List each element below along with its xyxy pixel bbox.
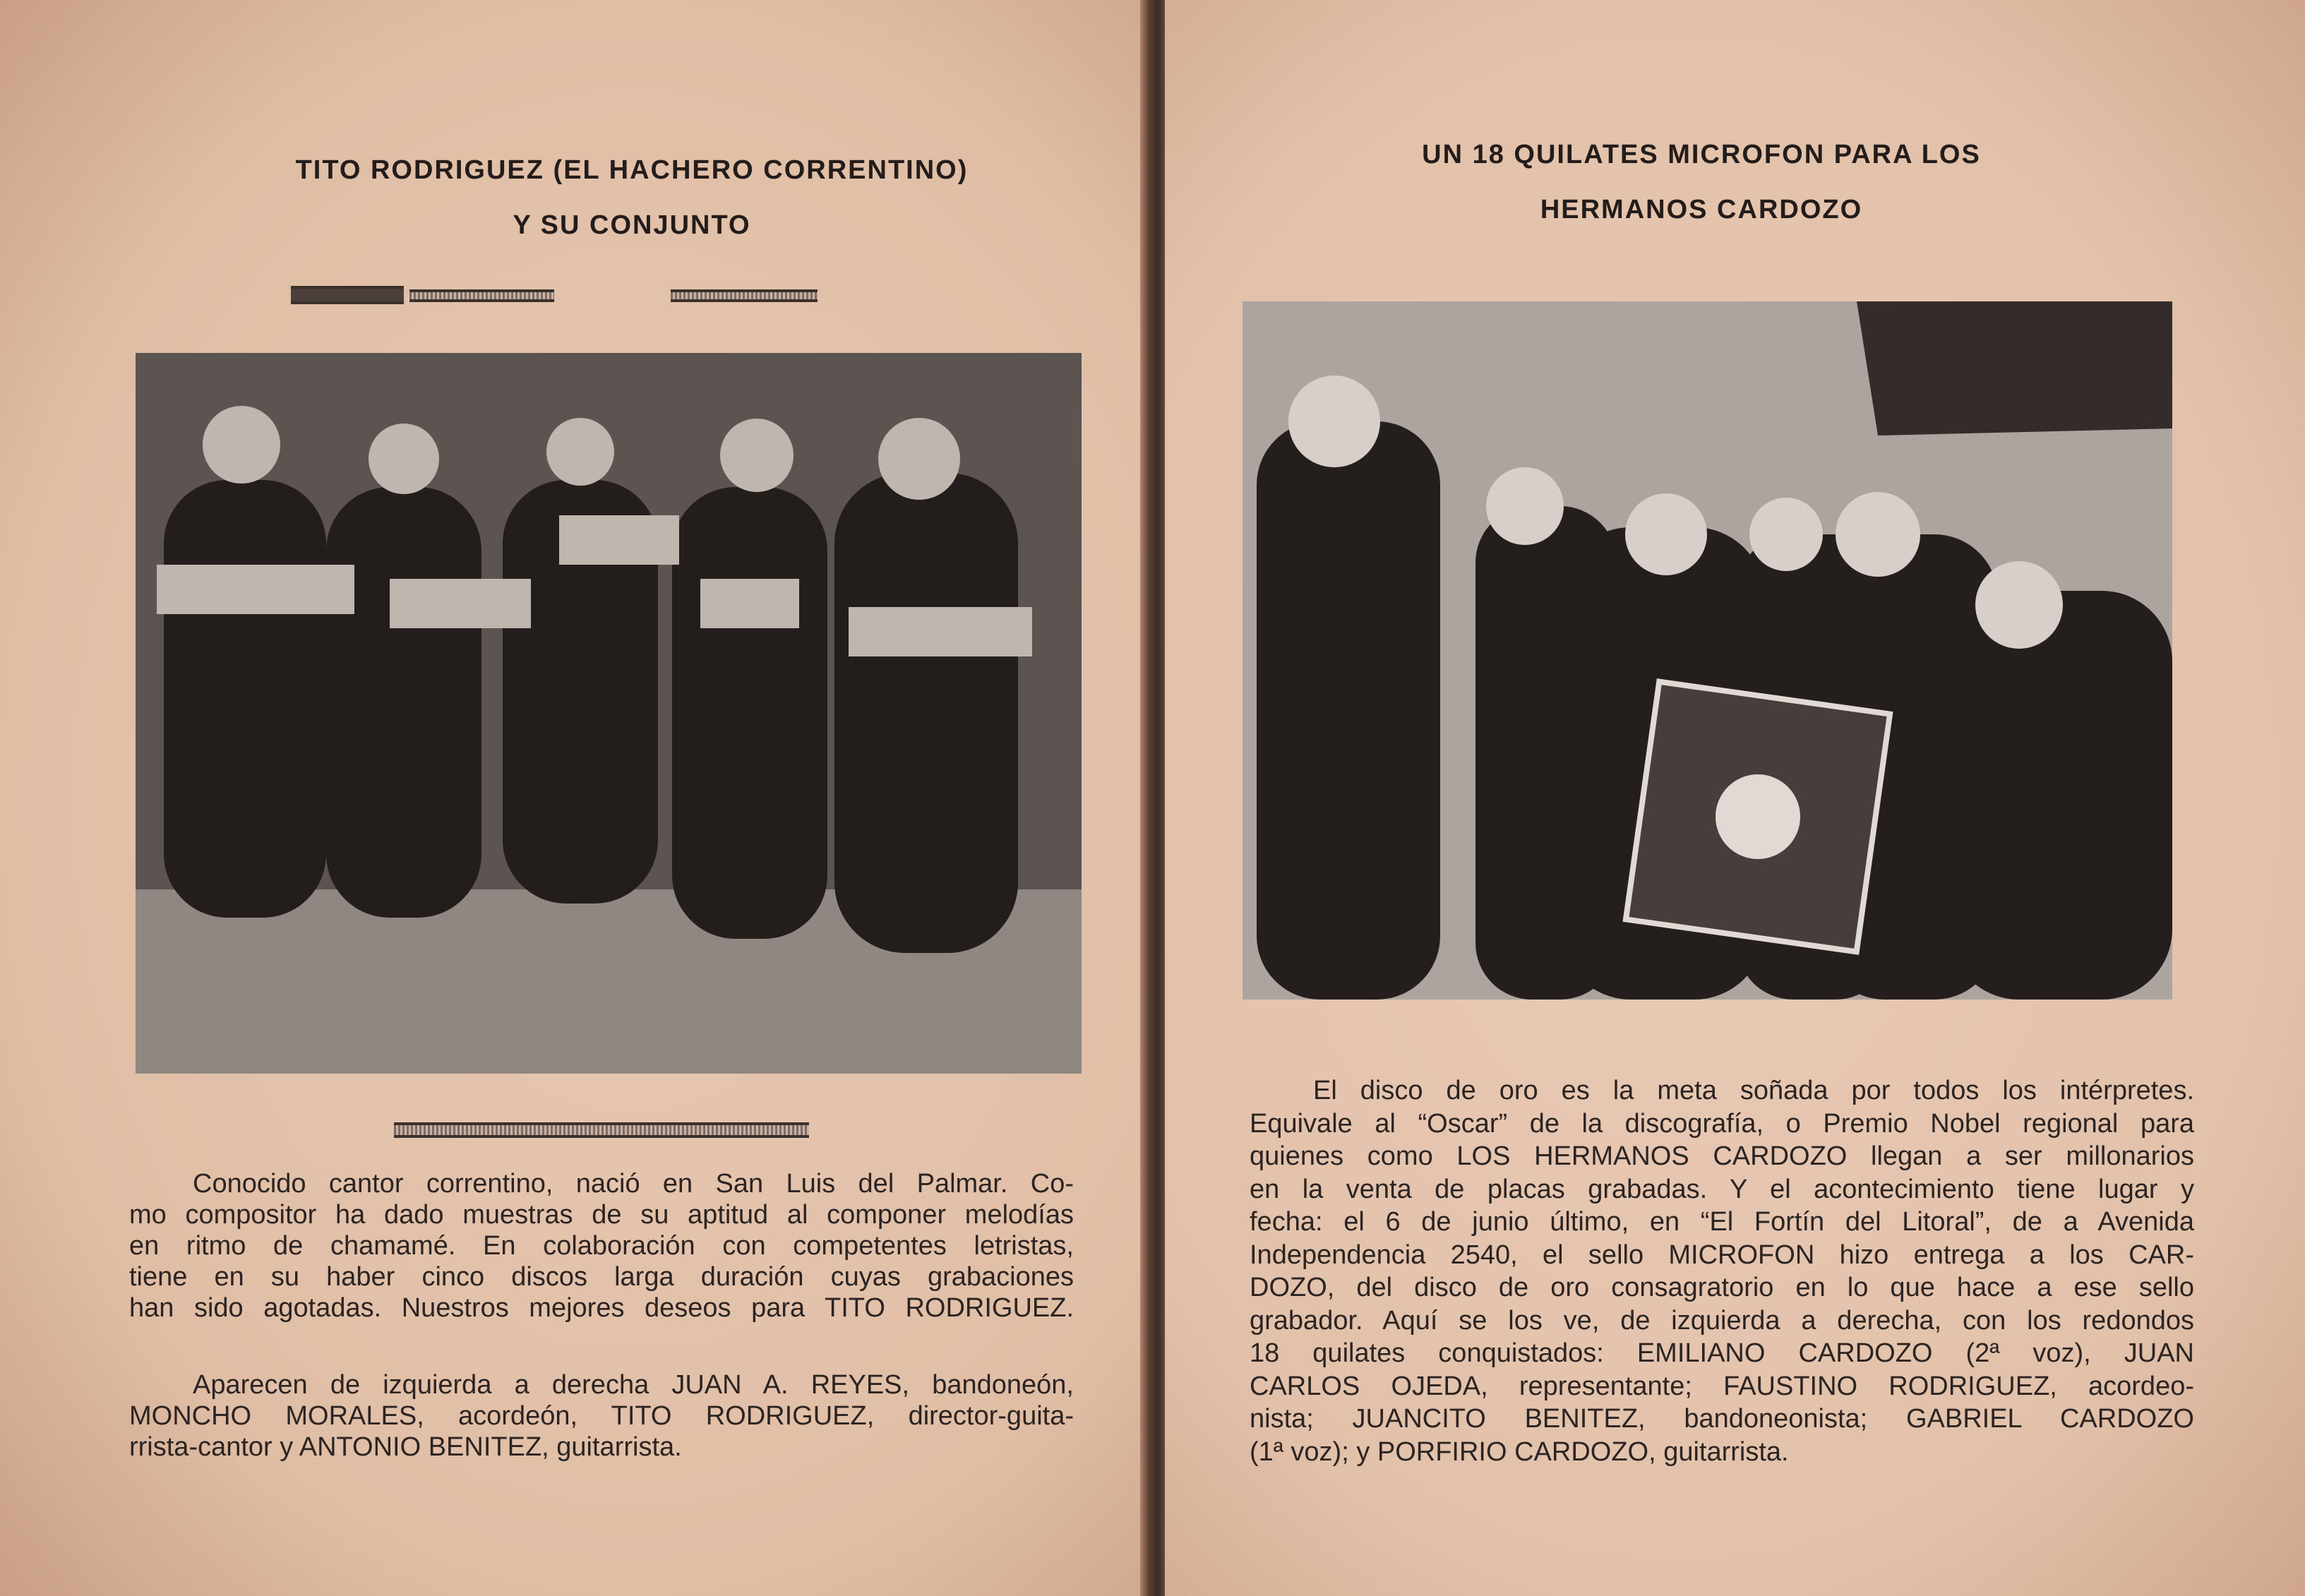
text-line: rrista-cantor y ANTONIO BENITEZ, guitarrista. bbox=[129, 1432, 682, 1462]
ornament-bar bbox=[409, 289, 554, 302]
ornament-bar bbox=[291, 286, 404, 304]
text-line: Equivale al “Oscar” de la discografía, o Premio Nobel regional para bbox=[1250, 1108, 2194, 1139]
text-line: quienes como LOS HERMANOS CARDOZO llegan a ser millonarios bbox=[1250, 1141, 2194, 1171]
group-photo-hermanos-cardozo bbox=[1243, 301, 2172, 1000]
text-line: MONCHO MORALES, acordeón, TITO RODRIGUEZ, director-guita- bbox=[129, 1401, 1074, 1431]
text-line: DOZO, del disco de oro consagratorio en lo que hace a ese sello bbox=[1250, 1273, 2194, 1302]
left-page bbox=[0, 0, 1151, 1596]
text-line: (1ª voz); y PORFIRIO CARDOZO, guitarrista. bbox=[1250, 1436, 1789, 1467]
text-line: Conocido cantor correntino, nació en San Luis del Palmar. Co- bbox=[193, 1169, 1074, 1199]
text-line: en ritmo de chamamé. En colaboración con competentes letristas, bbox=[129, 1231, 1074, 1261]
text-line: tiene en su haber cinco discos larga duración cuyas grabaciones bbox=[129, 1262, 1074, 1292]
ornament-bar bbox=[671, 289, 818, 302]
text-line: fecha: el 6 de junio último, en “El Fortín del Litoral”, de a Avenida bbox=[1250, 1207, 2194, 1237]
text-line: El disco de oro es la meta soñada por todos los intérpretes. bbox=[1313, 1076, 2194, 1105]
right-title-line-2: HERMANOS CARDOZO bbox=[1540, 195, 1863, 224]
text-line: nista; JUANCITO BENITEZ, bandoneonista; GABRIEL CARDOZO bbox=[1250, 1404, 2194, 1434]
text-line: CARLOS OJEDA, representante; FAUSTINO RODRIGUEZ, acordeo- bbox=[1250, 1371, 2194, 1401]
left-title-line-1: TITO RODRIGUEZ (EL HACHERO CORRENTINO) bbox=[295, 155, 969, 185]
text-line: grabador. Aquí se los ve, de izquierda a derecha, con los redondos bbox=[1250, 1305, 2194, 1336]
text-line: Independencia 2540, el sello MICROFON hizo entrega a los CAR- bbox=[1250, 1240, 2194, 1270]
right-title bbox=[1165, 127, 2238, 237]
group-photo-tito-rodriguez bbox=[136, 353, 1082, 1074]
text-line: Aparecen de izquierda a derecha JUAN A. REYES, bandoneón, bbox=[193, 1370, 1074, 1400]
text-line: han sido agotadas. Nuestros mejores deseos para TITO RODRIGUEZ. bbox=[129, 1293, 1074, 1323]
left-title bbox=[0, 143, 1264, 253]
right-page bbox=[1165, 0, 2305, 1596]
text-line: 18 quilates conquistados: EMILIANO CARDOZO (2ª voz), JUAN bbox=[1250, 1338, 2194, 1368]
ornament-divider bbox=[394, 1122, 809, 1138]
text-line: mo compositor ha dado muestras de su aptitud al componer melodías bbox=[129, 1200, 1074, 1230]
left-paragraph-1 bbox=[129, 1168, 1074, 1324]
left-paragraph-2 bbox=[129, 1369, 1074, 1463]
right-title-line-1: UN 18 QUILATES MICROFON PARA LOS bbox=[1422, 140, 1981, 169]
left-title-line-2: Y SU CONJUNTO bbox=[513, 210, 751, 240]
text-line: en la venta de placas grabadas. Y el acontecimiento tiene lugar y bbox=[1250, 1174, 2194, 1204]
right-paragraph bbox=[1250, 1074, 2194, 1468]
